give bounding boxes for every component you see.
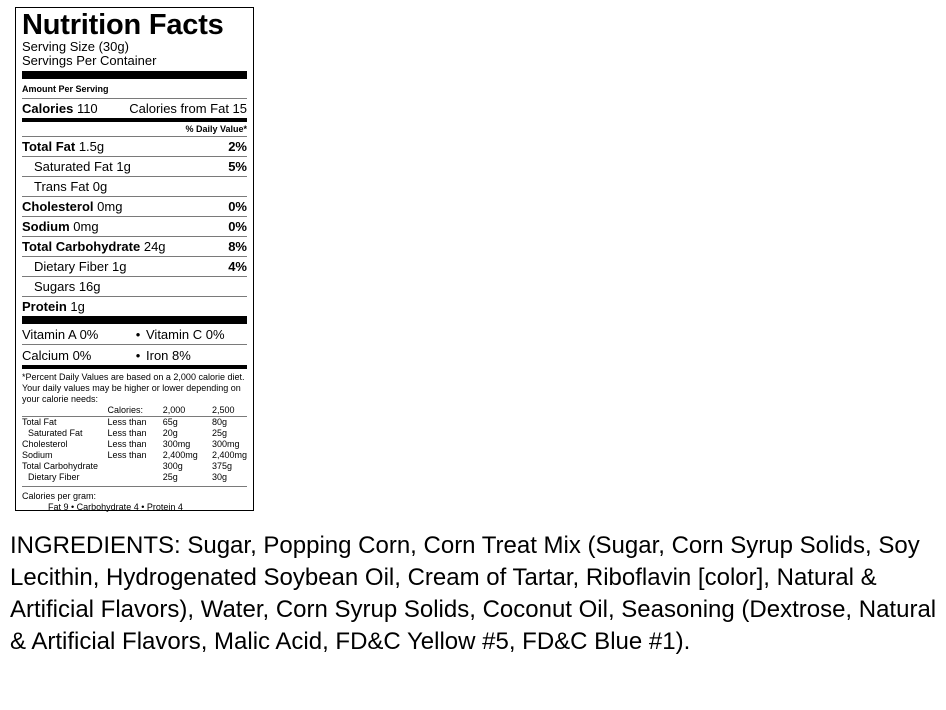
nutrient-row (22, 236, 247, 256)
serving-size: Serving Size (30g) (22, 39, 129, 54)
nutrient-row (22, 276, 247, 296)
footnote-table (22, 405, 247, 487)
footnote-table-cell: 300mg (162, 439, 191, 449)
vitamin-left: Vitamin A 0% (22, 326, 99, 342)
nutrient-row (22, 256, 247, 276)
vitamin-row (22, 324, 247, 344)
footnote-table-cell: 300g (162, 461, 183, 471)
calories-value: 110 (76, 101, 98, 116)
footnote-table-cell (108, 461, 163, 472)
footnote-table-cell: 80g (211, 417, 227, 427)
divider-thick-2 (22, 316, 247, 324)
nutrient-daily-value: 4% (228, 259, 247, 274)
nutrient-name: Dietary Fiber (34, 259, 109, 274)
footnote-header-cell (22, 405, 108, 417)
nutrient-daily-value: 2% (228, 139, 247, 154)
footnote-table-cell: Sodium (22, 450, 53, 460)
footnote-table-cell: Total Carbohydrate (22, 461, 99, 471)
footnote-table-row (22, 417, 247, 429)
bullet: • (135, 347, 141, 363)
nutrition-facts-label (15, 7, 254, 511)
footnote-table-cell: 25g (162, 472, 178, 482)
nutrient-name: Protein (22, 299, 67, 314)
nutrient-amount: 16g (78, 279, 101, 294)
nutrient-amount: 0g (92, 179, 108, 194)
calories-label: Calories (22, 101, 74, 116)
nutrient-daily-value: 5% (228, 159, 247, 174)
nutrient-name: Sugars (34, 279, 76, 294)
nutrient-amount: 1.5g (78, 139, 105, 154)
amount-per-serving: Amount Per Serving (22, 84, 109, 94)
calories-per-gram-label: Calories per gram: (22, 491, 97, 501)
footnote-table-cell: Less than (107, 450, 147, 460)
calories-from-fat: Calories from Fat 15 (129, 101, 247, 116)
footnote-table-cell (108, 472, 163, 483)
footnote-table-row (22, 472, 247, 483)
ingredients-text: INGREDIENTS: Sugar, Popping Corn, Corn Treat Mix (Sugar, Corn Syrup Solids, Soy Lecithin, Hydrogenated Soybean Oil, Cream of Tartar, Riboflavin [color], Natural & Artificial Flavors), Water, Corn Syrup Solids, Coconut Oil, Seasoning (Dextrose, Natural & Artificial Flavors, Malic Acid, FD&C Yellow #5, FD&C Blue #1). (10, 532, 937, 655)
nutrient-daily-value: 0% (228, 219, 247, 234)
calories-row (22, 98, 247, 118)
nutrient-amount: 1g (112, 259, 127, 274)
daily-value-header: % Daily Value* (22, 122, 247, 137)
footnote-header-cell: Calories: (107, 405, 144, 415)
nutrient-name: Saturated Fat (34, 159, 113, 174)
calories-per-gram (22, 487, 247, 513)
footnote-table-header (22, 405, 247, 417)
nutrient-amount: 1g (116, 159, 131, 174)
footnote: *Percent Daily Values are based on a 2,000 calorie diet. Your daily values may be higher or lower depending on your calorie needs: (22, 372, 245, 404)
footnote-table-cell: 20g (162, 428, 178, 438)
vitamin-right: Iron 8% (146, 347, 191, 363)
footnote-table-divider (22, 483, 247, 487)
footnote-table-cell: Saturated Fat (28, 428, 83, 438)
footnote-table-cell: Less than (107, 417, 147, 427)
nutrient-amount: 0mg (73, 219, 99, 234)
vitamin-right: Vitamin C 0% (146, 326, 225, 342)
nutrient-amount: 1g (70, 299, 85, 314)
footnote-table-cell: Less than (107, 428, 147, 438)
label-title: Nutrition Facts (22, 9, 224, 41)
footnote-table-cell: Cholesterol (22, 439, 68, 449)
nutrient-name: Cholesterol (22, 199, 94, 214)
nutrient-row (22, 137, 247, 156)
footnote-table-cell: 65g (162, 417, 178, 427)
footnote-table-cell: 375g (211, 461, 232, 471)
footnote-table-cell: 300mg (211, 439, 240, 449)
nutrient-row (22, 296, 247, 316)
nutrient-name: Total Fat (22, 139, 76, 154)
servings-per-container: Servings Per Container (22, 53, 157, 68)
nutrient-name: Total Carbohydrate (22, 239, 141, 254)
footnote-table-row (22, 461, 247, 472)
nutrient-row (22, 216, 247, 236)
calories-per-gram-values: Fat 9 • Carbohydrate 4 • Protein 4 (48, 502, 183, 512)
footnote-table-cell: Total Fat (22, 417, 57, 427)
footnote-header-cell: 2,000 (162, 405, 186, 415)
footnote-table-cell: 2,400mg (162, 450, 198, 460)
vitamin-row (22, 345, 247, 365)
nutrient-daily-value: 0% (228, 199, 247, 214)
nutrient-row (22, 196, 247, 216)
footnote-table-cell: 25g (211, 428, 227, 438)
nutrient-name: Trans Fat (34, 179, 90, 194)
footnote-table-cell: 2,400mg (211, 450, 247, 460)
footnote-table-cell: Less than (107, 439, 147, 449)
bullet: • (135, 326, 141, 342)
footnote-table-cell: 30g (211, 472, 227, 482)
nutrient-amount: 24g (143, 239, 166, 254)
vitamin-left: Calcium 0% (22, 347, 92, 363)
nutrient-row (22, 156, 247, 176)
vitamin-list (22, 324, 247, 365)
nutrient-list (22, 137, 247, 316)
footnote-table-row (22, 450, 247, 461)
nutrient-amount: 0mg (97, 199, 123, 214)
footnote-header-cell: 2,500 (211, 405, 235, 415)
nutrient-daily-value: 8% (228, 239, 247, 254)
footnote-table-row (22, 428, 247, 439)
footnote-table-row (22, 439, 247, 450)
divider-thick (22, 71, 247, 79)
nutrient-name: Sodium (22, 219, 70, 234)
footnote-table-cell: Dietary Fiber (28, 472, 80, 482)
nutrient-row (22, 176, 247, 196)
